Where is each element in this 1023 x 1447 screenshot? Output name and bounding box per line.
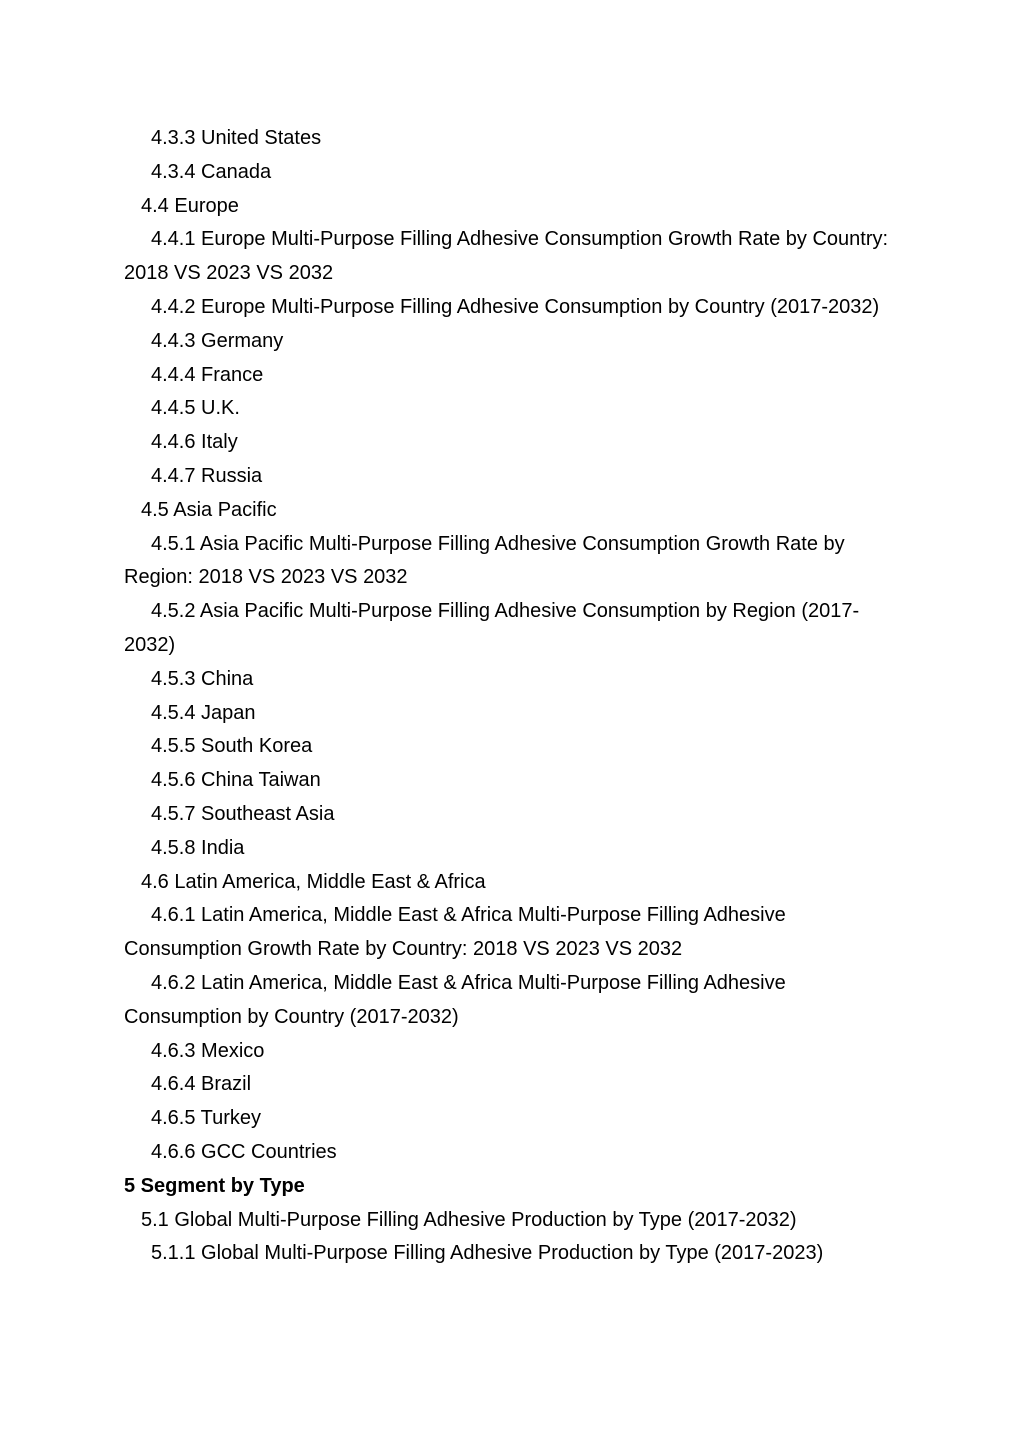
toc-entry-4-6-4: 4.6.4 Brazil [151,1073,252,1096]
toc-entry-4-5-6: 4.5.6 China Taiwan [151,769,321,792]
toc-entry-4-4-2: 4.4.2 Europe Multi-Purpose Filling Adhesive Consumption by Country (2017-2032) [151,295,880,318]
toc-entry-4-4-3: 4.4.3 Germany [151,329,284,352]
toc-entry-4-6-3: 4.6.3 Mexico [151,1039,265,1062]
toc-entry-4-6-1: 4.6.1 Latin America, Middle East & Africa Multi-Purpose Filling Adhesive Consumption Growth Rate by Country: 2018 VS 2023 VS 2032 [124,904,786,961]
toc-entry-4-4-7: 4.4.7 Russia [151,464,263,487]
toc-entry-5-1: 5.1 Global Multi-Purpose Filling Adhesive Production by Type (2017-2032) [141,1208,797,1231]
toc-entry-4-6: 4.6 Latin America, Middle East & Africa [141,870,486,893]
toc-section-heading-5: 5 Segment by Type [124,1174,305,1197]
toc-entry-4-5-7: 4.5.7 Southeast Asia [151,802,335,825]
toc-entry-4-5-3: 4.5.3 China [151,667,254,690]
toc-entry-4-3-3: 4.3.3 United States [151,127,322,149]
toc-entry-4-4-5: 4.4.5 U.K. [151,397,240,420]
toc-entry-4-5-4: 4.5.4 Japan [151,701,256,724]
toc-entry-4-5-5: 4.5.5 South Korea [151,735,313,758]
toc-entry-4-4: 4.4 Europe [141,194,239,217]
toc-entry-4-6-5: 4.6.5 Turkey [151,1107,262,1130]
toc-entry-4-5-1: 4.5.1 Asia Pacific Multi-Purpose Filling Adhesive Consumption Growth Rate by Region: 2018 VS 2023 VS 2032 [124,532,845,589]
toc-entry-4-4-4: 4.4.4 France [151,363,264,386]
toc-entry-5-1-1: 5.1.1 Global Multi-Purpose Filling Adhesive Production by Type (2017-2023) [151,1242,824,1265]
toc-entry-4-3-4: 4.3.4 Canada [151,160,272,183]
toc-entry-4-5-8: 4.5.8 India [151,836,245,859]
toc-entry-4-6-6: 4.6.6 GCC Countries [151,1140,337,1163]
toc-entry-4-4-6: 4.4.6 Italy [151,431,238,454]
toc-entry-4-5: 4.5 Asia Pacific [141,498,277,521]
toc-entry-4-6-2: 4.6.2 Latin America, Middle East & Africa Multi-Purpose Filling Adhesive Consumption by Country (2017-2032) [124,971,786,1028]
toc-entry-4-5-2: 4.5.2 Asia Pacific Multi-Purpose Filling Adhesive Consumption by Region (2017-2032) [124,600,860,656]
toc-page [124,122,904,1271]
toc-entry-4-4-1: 4.4.1 Europe Multi-Purpose Filling Adhesive Consumption Growth Rate by Country: 2018 VS 2023 VS 2032 [124,228,889,285]
